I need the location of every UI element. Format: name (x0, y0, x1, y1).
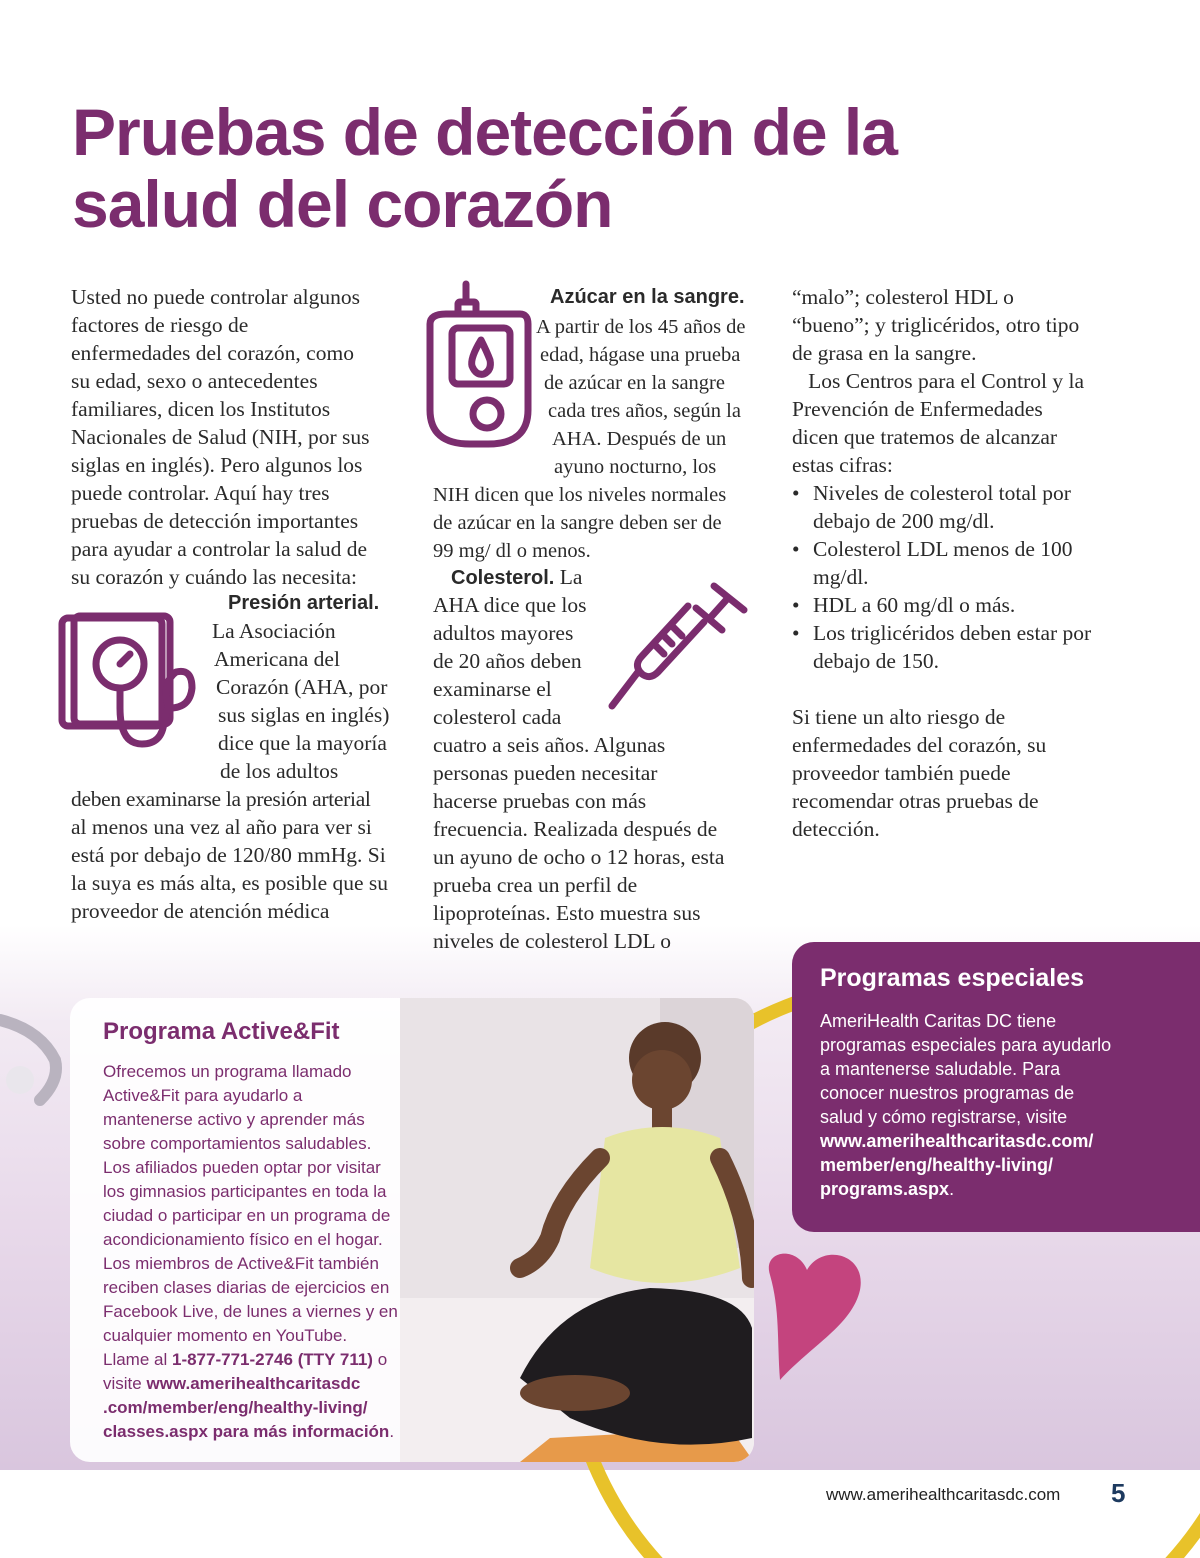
special-programs-url-line (820, 1178, 954, 1202)
active-fit-line: acondicionamiento físico en el hogar. (103, 1230, 383, 1249)
body-line: Americana del (214, 647, 340, 671)
body-line: para ayudar a controlar la salud de (71, 537, 368, 561)
body-line: recomendar otras pruebas de (792, 789, 1039, 813)
list-item: mg/dl. (813, 565, 869, 589)
woman-meditating-photo (400, 998, 754, 1462)
list-item: debajo de 200 mg/dl. (813, 509, 995, 533)
body-line: hacerse pruebas con más (433, 789, 647, 813)
title-line-2: salud del corazón (72, 167, 613, 241)
body-line: proveedor también puede (792, 761, 1011, 785)
active-fit-line: Facebook Live, de lunes a viernes y en (103, 1302, 398, 1321)
active-fit-line: Ofrecemos un programa llamado (103, 1062, 352, 1081)
body-line: prueba crea un perfil de (433, 873, 638, 897)
body-line: adultos mayores (433, 621, 574, 645)
active-fit-line: Los miembros de Active&Fit también (103, 1254, 379, 1273)
body-line: de grasa en la sangre. (792, 341, 977, 365)
special-programs-line: conocer nuestros programas de (820, 1083, 1075, 1103)
list-item: Niveles de colesterol total por (813, 481, 1071, 505)
body-line: su edad, sexo o antecedentes (71, 369, 318, 393)
active-fit-line: sobre comportamientos saludables. (103, 1134, 372, 1153)
section-heading-blood-sugar: Azúcar en la sangre. (550, 286, 745, 308)
body-line: A partir de los 45 años de (536, 316, 746, 338)
active-fit-line: mantenerse activo y aprender más (103, 1110, 365, 1129)
body-line: cuatro a seis años. Algunas (433, 733, 666, 757)
active-fit-title: Programa Active&Fit (103, 1018, 340, 1045)
body-line: de los adultos (220, 759, 339, 783)
special-programs-line: AmeriHealth Caritas DC tiene (820, 1011, 1057, 1031)
body-line: un ayuno de ocho o 12 horas, esta (433, 845, 725, 869)
body-line: de 20 años deben (433, 649, 582, 673)
body-line: lipoproteínas. Esto muestra sus (433, 901, 701, 925)
active-fit-line: los gimnasios participantes en toda la (103, 1182, 387, 1201)
call-suffix: o (372, 1350, 388, 1369)
body-line: Nacionales de Salud (NIH, por sus (71, 425, 370, 449)
special-programs-title: Programas especiales (820, 964, 1085, 992)
visit-prefix: visite (103, 1374, 147, 1393)
list-item: debajo de 150. (813, 649, 939, 673)
page-title (72, 96, 1072, 240)
list-item: Los triglicéridos deben estar por (813, 621, 1092, 645)
body-line: Corazón (AHA, por (216, 675, 388, 699)
body-line: la suya es más alta, es posible que su (71, 871, 389, 895)
active-fit-visit-line (103, 1372, 360, 1396)
body-line: La Asociación (212, 619, 336, 643)
body-line: Prevención de Enfermedades (792, 397, 1043, 421)
active-fit-call-line (103, 1348, 387, 1372)
heart-icon (752, 1245, 882, 1385)
body-line: sus siglas en inglés) (218, 703, 390, 727)
list-item: Colesterol LDL menos de 100 (813, 537, 1073, 561)
special-programs-url-link[interactable]: programs.aspx (820, 1179, 950, 1199)
phone-link[interactable]: 1-877-771-2746 (TTY 711) (171, 1350, 373, 1369)
body-line: Usted no puede controlar algunos (71, 285, 360, 309)
call-prefix: Llame al (103, 1350, 172, 1369)
body-line: estas cifras: (792, 453, 893, 477)
bullet-marker: • (792, 593, 800, 617)
body-line: está por debajo de 120/80 mmHg. Si (71, 843, 386, 867)
syringe-icon (606, 580, 752, 712)
body-line: al menos una vez al año para ver si (71, 815, 372, 839)
bullet-marker: • (792, 621, 800, 645)
body-line: dicen que tratemos de alcanzar (792, 425, 1058, 449)
body-line: deben examinarse la presión arterial (71, 787, 371, 811)
body-line: colesterol cada (433, 705, 562, 729)
body-line: detección. (792, 817, 880, 841)
body-line: personas pueden necesitar (433, 761, 658, 785)
special-programs-line: programas especiales para ayudarlo (820, 1035, 1112, 1055)
body-line: proveedor de atención médica (71, 899, 330, 923)
body-line: AHA. Después de un (552, 428, 727, 450)
body-line: dice que la mayoría (218, 731, 387, 755)
cholesterol-lead (451, 564, 582, 592)
blood-pressure-monitor-icon (58, 612, 198, 754)
body-line: familiares, dicen los Institutos (71, 397, 331, 421)
body-line: examinarse el (433, 677, 552, 701)
body-line: factores de riesgo de (71, 313, 249, 337)
title-line-1: Pruebas de detección de la (72, 95, 897, 169)
active-fit-panel (70, 998, 754, 1462)
body-text: La (554, 565, 583, 589)
body-line: Los Centros para el Control y la (792, 369, 1084, 393)
body-line: AHA dice que los (433, 593, 587, 617)
body-line: ayuno nocturno, los (554, 456, 717, 478)
special-programs-line: salud y cómo registrarse, visite (820, 1107, 1068, 1127)
section-heading-cholesterol: Colesterol. (451, 567, 555, 589)
active-fit-line: reciben clases diarias de ejercicios en (103, 1278, 390, 1297)
body-line: 99 mg/ dl o menos. (433, 540, 591, 562)
body-line: edad, hágase una prueba (540, 344, 741, 366)
active-fit-url-link[interactable]: classes.aspx para más información (103, 1422, 390, 1441)
active-fit-line: Los afiliados pueden optar por visitar (103, 1158, 381, 1177)
active-fit-url-line (103, 1420, 394, 1444)
body-line: puede controlar. Aquí hay tres (71, 481, 330, 505)
active-fit-url-link[interactable]: .com/member/eng/healthy-living/ (103, 1398, 368, 1417)
body-line: niveles de colesterol LDL o (433, 929, 672, 953)
body-line: siglas en inglés). Pero algunos los (71, 453, 363, 477)
body-line: de azúcar en la sangre deben ser de (433, 512, 722, 534)
special-programs-url-link[interactable]: www.amerihealthcaritasdc.com/ (820, 1131, 1094, 1151)
body-line: Si tiene un alto riesgo de (792, 705, 1006, 729)
bullet-marker: • (792, 537, 800, 561)
special-programs-panel (792, 942, 1200, 1232)
active-fit-line: ciudad o participar en un programa de (103, 1206, 391, 1225)
body-line: “bueno”; y triglicéridos, otro tipo (792, 313, 1080, 337)
bullet-marker: • (792, 481, 800, 505)
body-line: enfermedades del corazón, como (71, 341, 354, 365)
body-line: de azúcar en la sangre (544, 372, 725, 394)
body-line: enfermedades del corazón, su (792, 733, 1047, 757)
list-item: HDL a 60 mg/dl o más. (813, 593, 1016, 617)
special-programs-url-link[interactable]: member/eng/healthy-living/ (820, 1155, 1054, 1175)
page-number: 5 (1111, 1478, 1126, 1508)
period: . (389, 1422, 395, 1441)
active-fit-line: Active&Fit para ayudarlo a (103, 1086, 303, 1105)
period: . (949, 1179, 955, 1199)
active-fit-url-link[interactable]: www.amerihealthcaritasdc (146, 1374, 361, 1393)
special-programs-line: a mantenerse saludable. Para (820, 1059, 1061, 1079)
active-fit-line: cualquier momento en YouTube. (103, 1326, 348, 1345)
section-heading-blood-pressure: Presión arterial. (228, 592, 380, 614)
glucose-meter-icon (424, 280, 534, 450)
footer-url-link[interactable]: www.amerihealthcaritasdc.com (826, 1485, 1061, 1504)
body-line: cada tres años, según la (548, 400, 741, 422)
body-line: pruebas de detección importantes (71, 509, 359, 533)
body-line: su corazón y cuándo las necesita: (71, 565, 357, 589)
body-line: NIH dicen que los niveles normales (433, 484, 727, 506)
body-line: “malo”; colesterol HDL o (792, 285, 1014, 309)
body-line: frecuencia. Realizada después de (433, 817, 718, 841)
